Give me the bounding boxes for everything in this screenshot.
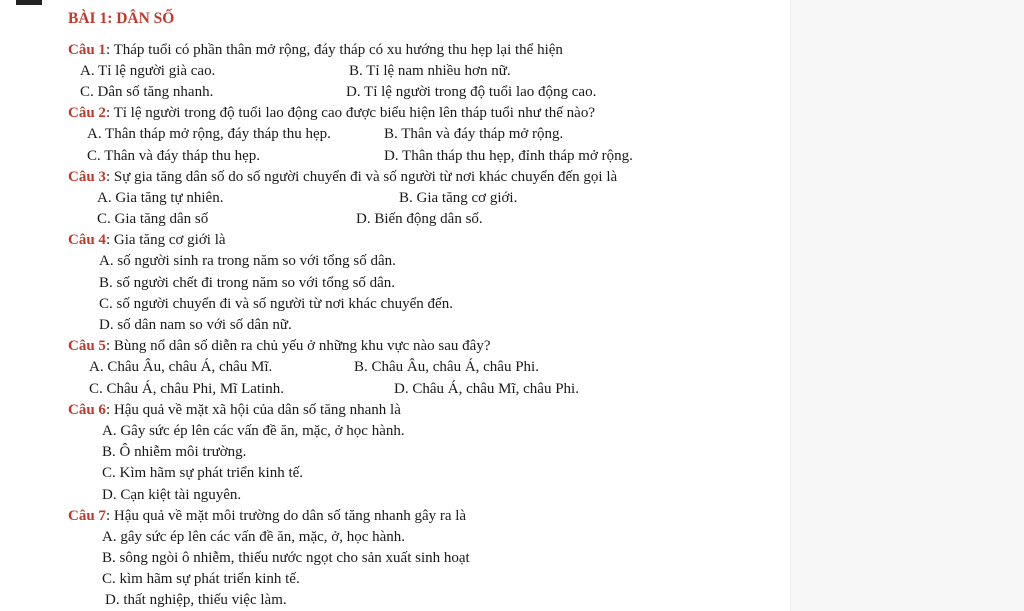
question-3-text: Sự gia tăng dân số do số người chuyển đi và số người từ nơi khác chuyển đến gọi là <box>113 169 618 185</box>
question-1-number: Câu 1 <box>68 42 106 58</box>
q4-option-c: C. số người chuyển đi và số người từ nơi khác chuyển đến. <box>99 296 453 312</box>
q1-option-a: A. Tỉ lệ người già cao. <box>80 63 216 79</box>
q7-option-b: B. sông ngòi ô nhiễm, thiếu nước ngọt cho sản xuất sinh hoạt <box>102 550 470 566</box>
q5-option-b: B. Châu Âu, châu Á, châu Phi. <box>354 359 539 375</box>
question-6-number: Câu 6 <box>68 402 106 418</box>
question-4-number: Câu 4 <box>68 232 106 248</box>
q7-option-a: A. gây sức ép lên các vấn đề ăn, mặc, ở, học hành. <box>102 529 406 545</box>
question-7-number: Câu 7 <box>68 508 106 524</box>
q6-option-c: C. Kìm hãm sự phát triển kinh tế. <box>102 465 304 481</box>
q6-option-b: B. Ô nhiễm môi trường. <box>102 444 247 460</box>
q7-option-d: D. thất nghiệp, thiếu việc làm. <box>105 592 287 608</box>
q1-option-d: D. Tỉ lệ người trong độ tuổi lao động cao. <box>346 84 597 100</box>
question-7-text: Hậu quả về mặt môi trường do dân số tăng nhanh gây ra là <box>113 508 467 524</box>
q6-option-d: D. Cạn kiệt tài nguyên. <box>102 487 242 503</box>
q2-option-d: D. Thân tháp thu hẹp, đỉnh tháp mở rộng. <box>384 148 633 164</box>
q3-option-b: B. Gia tăng cơ giới. <box>399 190 518 206</box>
question-3: Câu 3: Sự gia tăng dân số do số người chuyển đi và số người từ nơi khác chuyển đến gọi là <box>68 169 618 185</box>
q2-option-b: B. Thân và đáy tháp mở rộng. <box>384 126 564 142</box>
q3-option-d: D. Biến động dân số. <box>356 211 483 227</box>
question-5: Câu 5: Bùng nổ dân số diễn ra chủ yếu ở những khu vực nào sau đây? <box>68 338 491 354</box>
right-blank-panel <box>790 0 1024 611</box>
q4-option-a: A. số người sinh ra trong năm so với tổng số dân. <box>99 253 396 269</box>
question-6-text: Hậu quả về mặt xã hội của dân số tăng nhanh là <box>113 402 401 418</box>
question-4: Câu 4: Gia tăng cơ giới là <box>68 232 226 248</box>
question-4-text: Gia tăng cơ giới là <box>113 232 226 248</box>
question-3-number: Câu 3 <box>68 169 106 185</box>
question-2: Câu 2: Tỉ lệ người trong độ tuổi lao động cao được biểu hiện lên tháp tuổi như thế nào? <box>68 105 595 121</box>
question-7: Câu 7: Hậu quả về mặt môi trường do dân số tăng nhanh gây ra là <box>68 508 467 524</box>
question-1-text: Tháp tuổi có phần thân mở rộng, đáy tháp có xu hướng thu hẹp lại thể hiện <box>113 42 563 58</box>
q3-option-a: A. Gia tăng tự nhiên. <box>97 190 224 206</box>
q4-option-d: D. số dân nam so với số dân nữ. <box>99 317 292 333</box>
q2-option-a: A. Thân tháp mở rộng, đáy tháp thu hẹp. <box>87 126 331 142</box>
q1-option-c: C. Dân số tăng nhanh. <box>80 84 214 100</box>
question-6: Câu 6: Hậu quả về mặt xã hội của dân số tăng nhanh là <box>68 402 401 418</box>
q6-option-a: A. Gây sức ép lên các vấn đề ăn, mặc, ở học hành. <box>102 423 405 439</box>
q5-option-a: A. Châu Âu, châu Á, châu Mĩ. <box>89 359 273 375</box>
q5-option-c: C. Châu Á, châu Phi, Mĩ Latinh. <box>89 381 284 397</box>
q2-option-c: C. Thân và đáy tháp thu hẹp. <box>87 148 261 164</box>
q5-option-d: D. Châu Á, châu Mĩ, châu Phi. <box>394 381 579 397</box>
question-5-text: Bùng nổ dân số diễn ra chủ yếu ở những khu vực nào sau đây? <box>113 338 491 354</box>
q4-option-b: B. số người chết đi trong năm so với tổng số dân. <box>99 275 396 291</box>
q7-option-c: C. kìm hãm sự phát triển kinh tế. <box>102 571 300 587</box>
question-2-text: Tỉ lệ người trong độ tuổi lao động cao được biểu hiện lên tháp tuổi như thế nào? <box>113 105 595 121</box>
question-2-number: Câu 2 <box>68 105 106 121</box>
q3-option-c: C. Gia tăng dân số <box>97 211 209 227</box>
question-5-number: Câu 5 <box>68 338 106 354</box>
page-title: BÀI 1: DÂN SỐ <box>68 10 175 27</box>
question-1: Câu 1: Tháp tuổi có phần thân mở rộng, đáy tháp có xu hướng thu hẹp lại thể hiện <box>68 42 563 58</box>
q1-option-b: B. Tỉ lệ nam nhiều hơn nữ. <box>349 63 511 79</box>
